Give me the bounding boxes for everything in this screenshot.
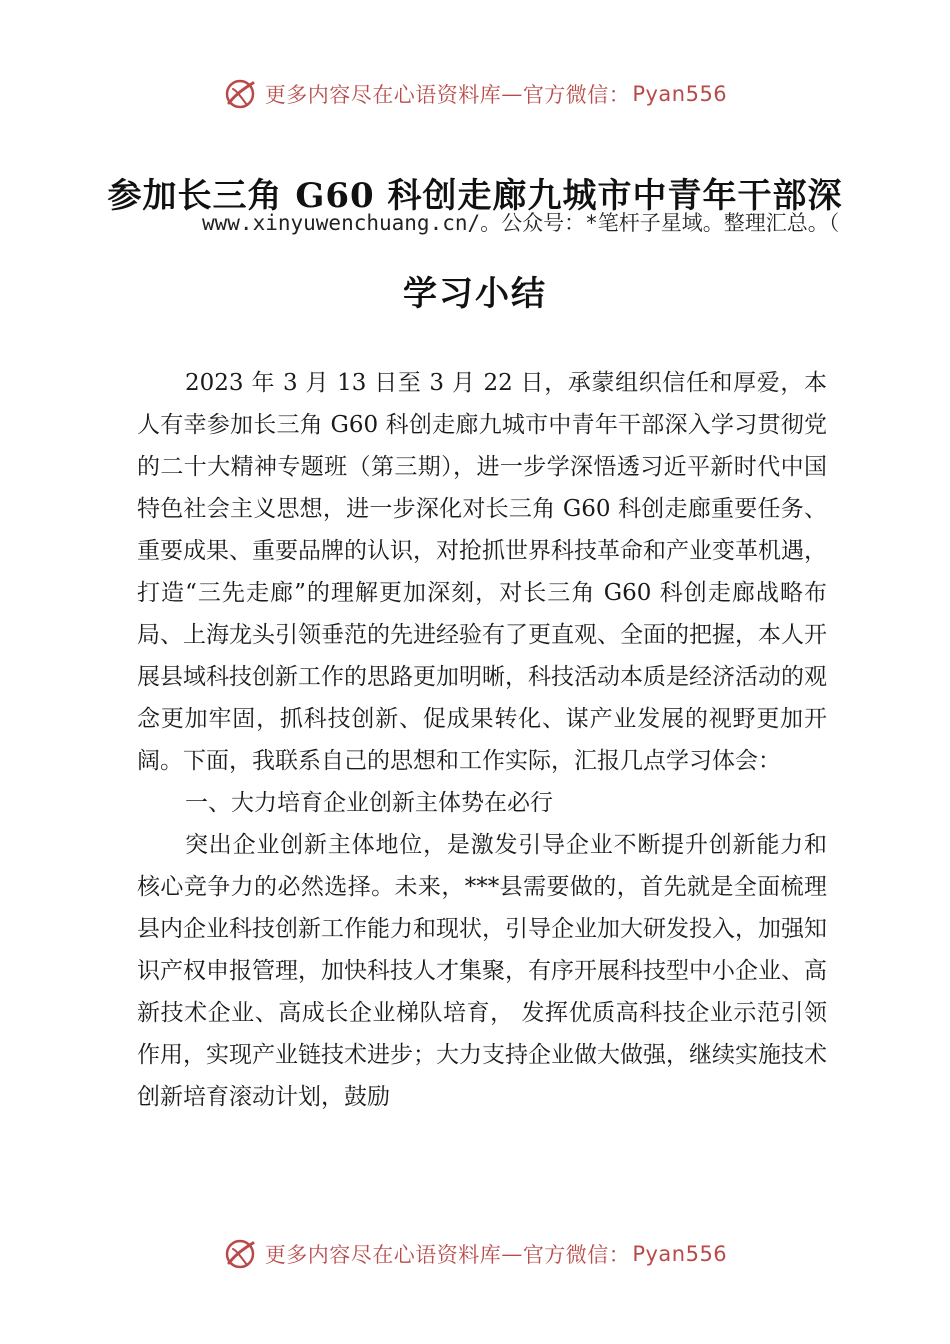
banner-brand-text: 更多内容尽在心语资料库: [264, 83, 502, 107]
document-title-line2: 学习小结: [403, 274, 547, 314]
banner-wechat-id: Pyan556: [632, 82, 728, 106]
banner-dash: —: [501, 82, 523, 106]
banner-wechat-id: Pyan556: [632, 1242, 728, 1266]
banner-brand-text: 更多内容尽在心语资料库: [264, 1243, 502, 1267]
banner-official-label: 官方微信：: [522, 1243, 631, 1267]
body-paragraph-section-1: 突出企业创新主体地位，是激发引导企业不断提升创新能力和核心竞争力的必然选择。未来，***县需要做的，首先就是全面梳理县内企业科技创新工作能力和现状，引导企业加大研发投入，加强知识产权申报管理，加快科技人才集聚，有序开展科技型中小企业、高新技术企业、高成长企业梯队培育， 发挥优质高科技企业示范引领作用，实现产业链技术进步；大力支持企业做大做强，继续实施技术创新培育滚动计划，鼓励: [137, 832, 827, 1110]
section-heading-1: 一、大力培育企业创新主体势在必行: [185, 790, 553, 816]
banner-official-label: 官方微信：: [522, 83, 631, 107]
document-title-line1: 参加长三角 G60 科创走廊九城市中青年干部深: [107, 176, 843, 216]
source-note: www.xinyuwenchuang.cn/。公众号：*笔杆子星域。整理汇总。（: [202, 211, 840, 235]
body-paragraph-intro: 2023 年 3 月 13 日至 3 月 22 日，承蒙组织信任和厚爱，本人有幸参加长三角 G60 科创走廊九城市中青年干部深入学习贯彻党的二十大精神专题班（第三期），进一步学深悟透习近平新时代中国特色社会主义思想，进一步深化对长三角 G60 科创走廊重要任务、重要成果、重要品牌的认识，对抢抓世界科技革命和产业变革机遇，打造“三先走廊”的理解更加深刻，对长三角 G60 科创走廊战略布局、上海龙头引领垂范的先进经验有了更直观、全面的把握，本人开展县域科技创新工作的思路更加明晰，科技活动本质是经济活动的观念更加牢固，抓科技创新、促成果转化、谋产业发展的视野更加开阔。下面，我联系自己的思想和工作实际，汇报几点学习体会：: [137, 370, 827, 774]
document-body: [137, 362, 827, 1118]
bottom-watermark-banner: [0, 1232, 950, 1276]
banner-dash: —: [501, 1242, 523, 1266]
top-watermark-banner: [0, 72, 950, 116]
calligraphy-logo-icon: [223, 77, 257, 111]
calligraphy-logo-icon: [223, 1237, 257, 1271]
